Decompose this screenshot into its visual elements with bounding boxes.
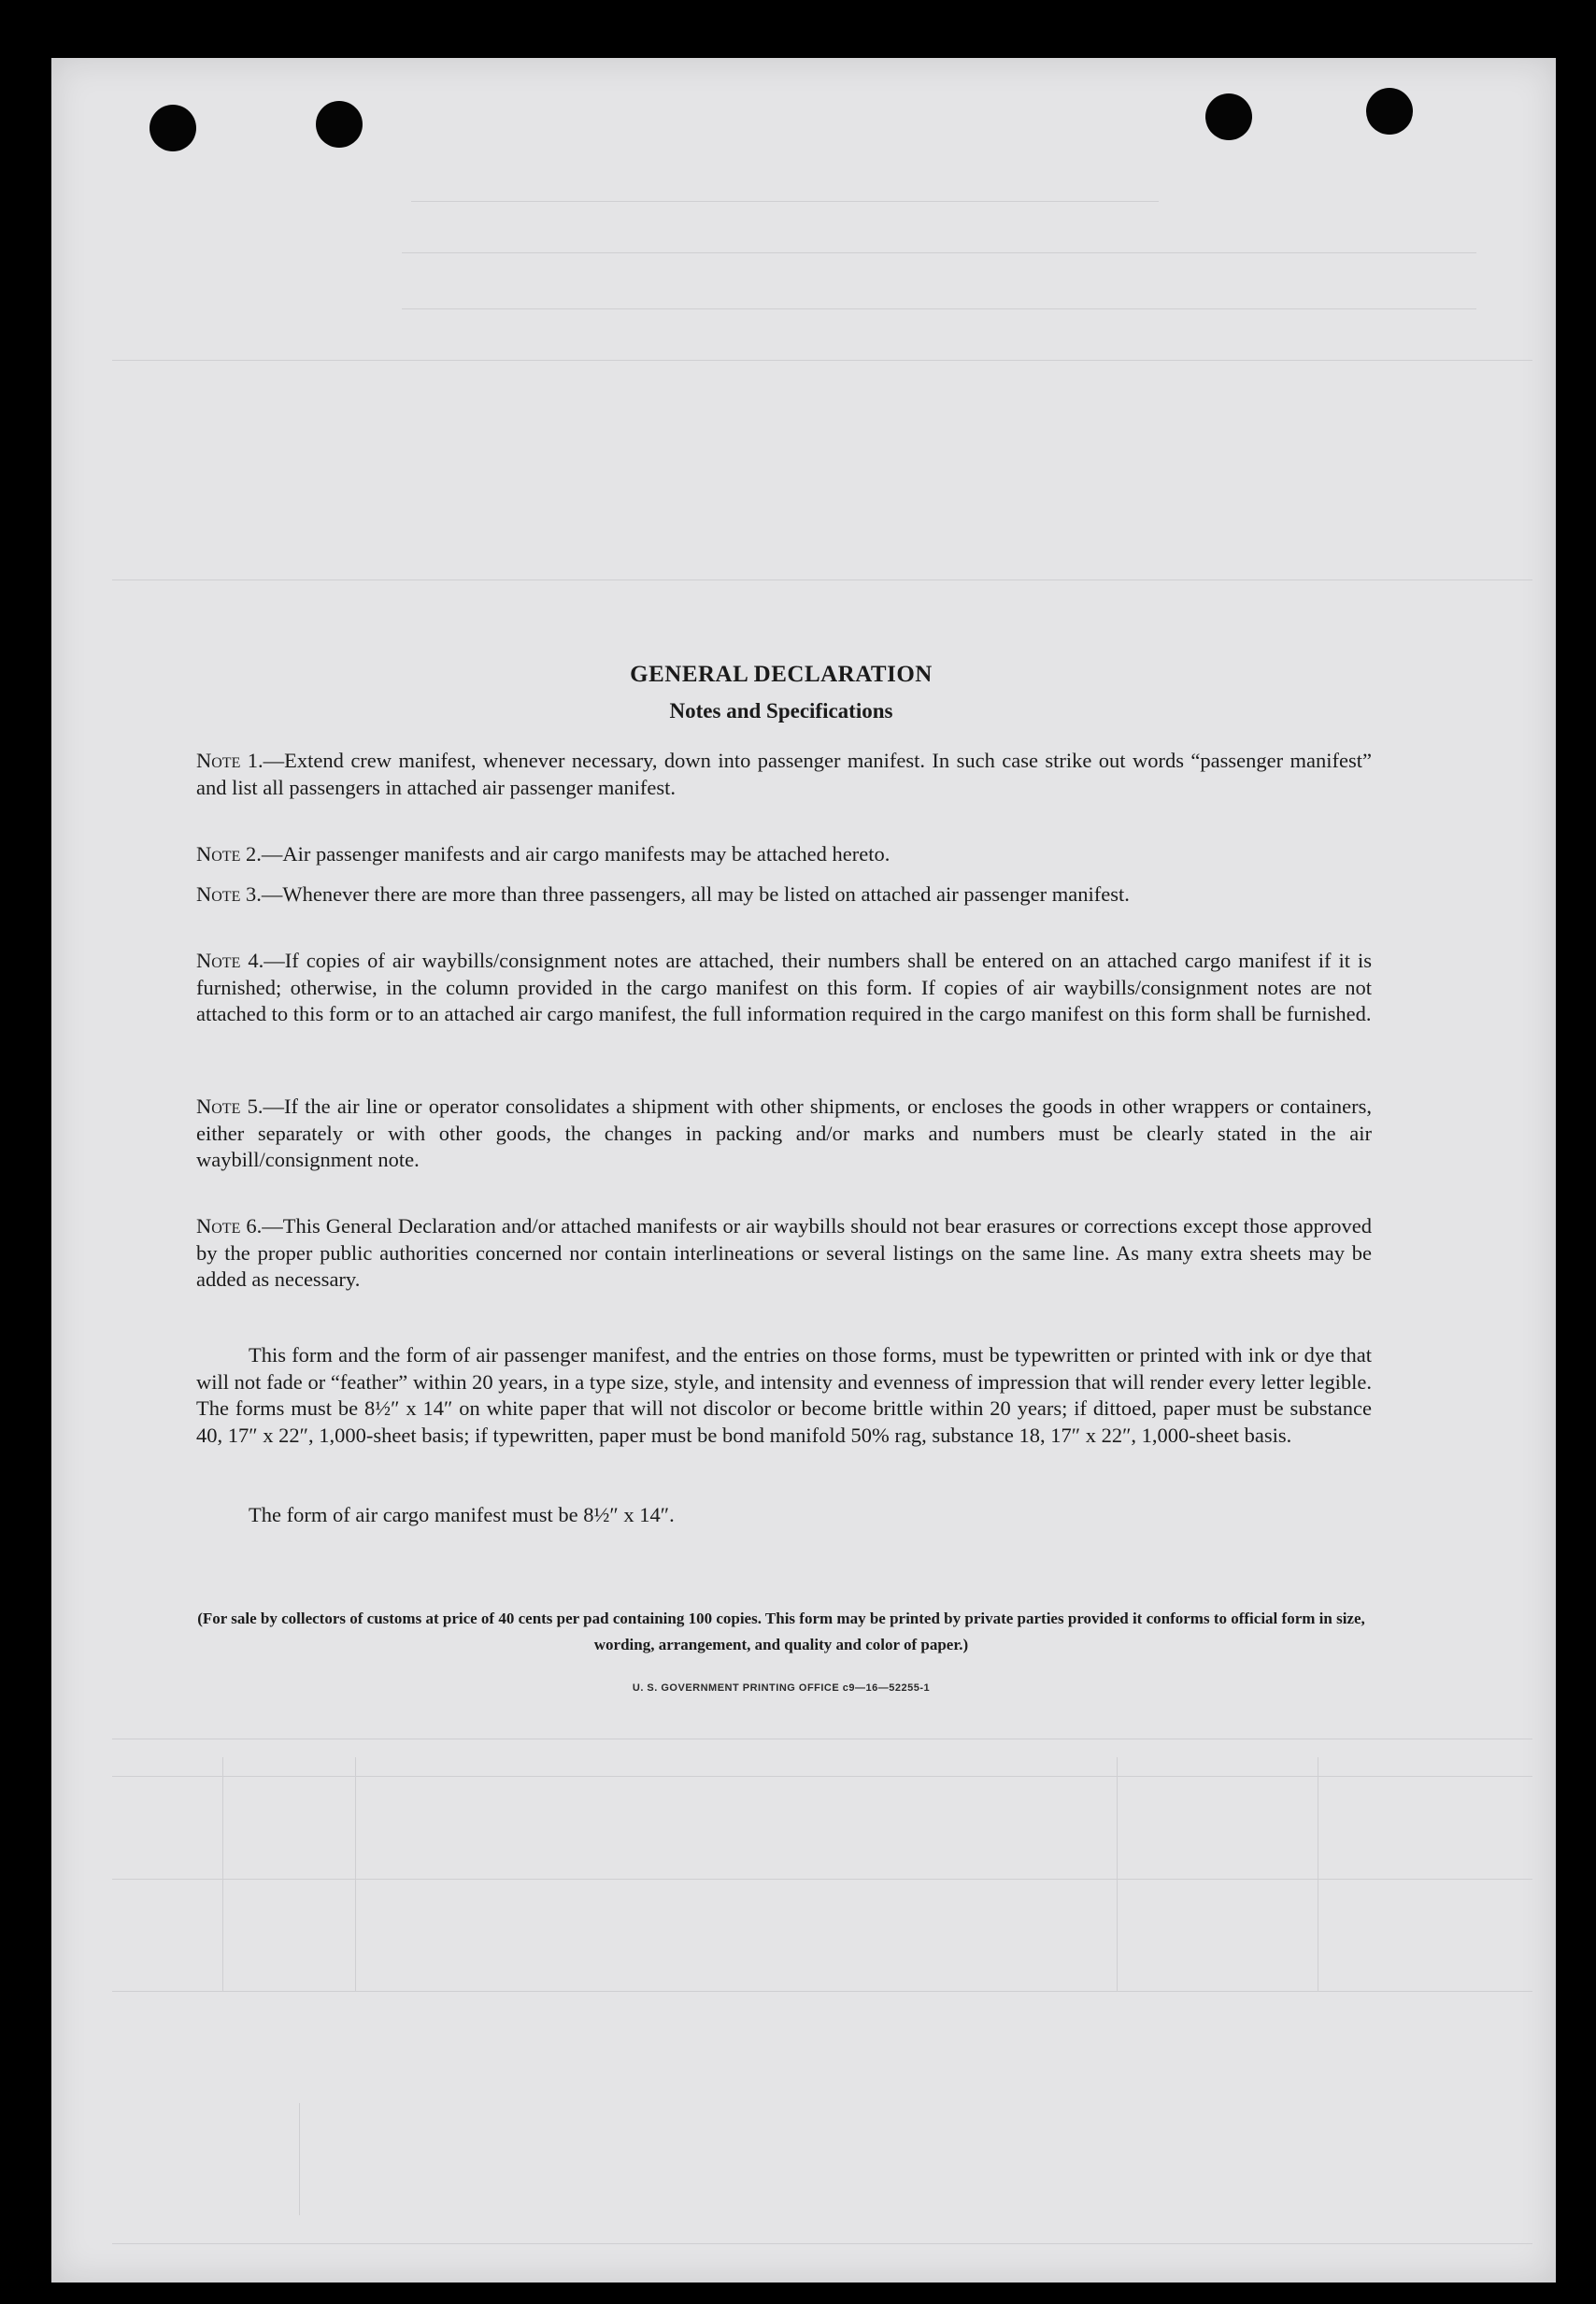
bleed-through-rule: [112, 1879, 1532, 1880]
note-5: Note 5.—If the air line or operator consolidates a shipment with other shipments, or encloses the goods in other wrappers or containers, either separately or with other goods, the changes in packing and/or marks and numbers must be clearly stated in the air waybill/consignment note.: [196, 1095, 1372, 1171]
note-text: If the air line or operator consolidates a shipment with other shipments, or encloses the goods in other wrappers or containers, either separately or with other goods, the changes in packing and/or marks and numbers must be clearly stated in the air waybill/consignment note.: [196, 1095, 1372, 1171]
printing-office-imprint: U. S. GOVERNMENT PRINTING OFFICE c9—16—52255-1: [632, 1682, 931, 1694]
punch-hole-3: [1205, 93, 1252, 140]
note-label: Note 5.: [196, 1095, 264, 1118]
note-label: Note 3.: [196, 882, 262, 906]
bleed-through-rule: [112, 1776, 1532, 1777]
page-subtitle: Notes and Specifications: [669, 699, 893, 723]
bleed-through-rule: [299, 2103, 300, 2215]
note-label: Note 6.: [196, 1214, 263, 1238]
bleed-through-rule: [112, 2243, 1532, 2244]
note-text: Extend crew manifest, whenever necessary, down into passenger manifest. In such case strike out words “passenger manifest” and list all passengers in attached air passenger manifest.: [196, 749, 1372, 799]
note-text: Whenever there are more than three passengers, all may be listed on attached air passenger manifest.: [282, 882, 1130, 906]
note-6: Note 6.—This General Declaration and/or attached manifests or air waybills should not bear erasures or corrections except those approved by the proper public authorities concerned nor contain interlineations or several listings on the same line. As many extra sheets may be added as necessary.: [196, 1214, 1372, 1291]
punch-hole-1: [150, 105, 196, 151]
bleed-through-rule: [402, 252, 1476, 253]
sale-notice: (For sale by collectors of customs at price of 40 cents per pad containing 100 copies. This form may be printed by private parties provided it conforms to official form in size, wording, arrangement, and quality and color of paper.): [197, 1610, 1365, 1653]
note-text: If copies of air waybills/consignment notes are attached, their numbers shall be entered on an attached cargo manifest if it is furnished; otherwise, in the column provided in the cargo manifest on this form. If copies of air waybills/consignment notes are not attached to this form or to an attached air cargo manifest, the full information required in the cargo manifest on this form shall be furnished.: [196, 949, 1372, 1025]
note-3: Note 3.—Whenever there are more than three passengers, all may be listed on attached air passenger manifest.: [196, 882, 1130, 906]
note-label: Note 4.: [196, 949, 264, 972]
page-title: GENERAL DECLARATION: [630, 662, 933, 687]
punch-hole-2: [316, 101, 363, 148]
bleed-through-rule: [1117, 1757, 1118, 1991]
bleed-through-rule: [112, 1991, 1532, 1992]
note-4: Note 4.—If copies of air waybills/consignment notes are attached, their numbers shall be entered on an attached cargo manifest if it is furnished; otherwise, in the column provided in the cargo manifest on this form. If copies of air waybills/consignment notes are not attached to this form or to an attached air cargo manifest, the full information required in the cargo manifest on this form shall be furnished.: [196, 949, 1372, 1025]
bleed-through-rule: [402, 308, 1476, 309]
note-label: Note 1.: [196, 749, 264, 772]
bleed-through-rule: [411, 201, 1159, 202]
bleed-through-rule: [222, 1757, 223, 1991]
note-text: This General Declaration and/or attached manifests or air waybills should not bear erasures or corrections except those approved by the proper public authorities concerned nor contain interlineations or several listings on the same line. As many extra sheets may be added as necessary.: [196, 1214, 1372, 1291]
punch-hole-4: [1366, 88, 1413, 135]
note-1: Note 1.—Extend crew manifest, whenever necessary, down into passenger manifest. In such case strike out words “passenger manifest” and list all passengers in attached air passenger manifest.: [196, 749, 1372, 799]
note-2: Note 2.—Air passenger manifests and air cargo manifests may be attached hereto.: [196, 842, 891, 866]
note-label: Note 2.: [196, 842, 262, 866]
bleed-through-rule: [112, 360, 1532, 361]
form-requirements-paragraph: This form and the form of air passenger manifest, and the entries on those forms, must be typewritten or printed with ink or dye that will not fade or “feather” within 20 years, in a type size, style, and intensity and evenness of impression that will render every letter legible. The forms must be 8½″ x 14″ on white paper that will not discolor or become brittle within 20 years; if dittoed, paper must be substance 40, 17″ x 22″, 1,000-sheet basis; if typewritten, paper must be bond manifold 50% rag, substance 18, 17″ x 22″, 1,000-sheet basis.: [196, 1343, 1372, 1447]
note-text: Air passenger manifests and air cargo manifests may be attached hereto.: [282, 842, 891, 866]
cargo-manifest-size-line: The form of air cargo manifest must be 8½″ x 14″.: [249, 1503, 675, 1526]
bleed-through-rule: [355, 1757, 356, 1991]
